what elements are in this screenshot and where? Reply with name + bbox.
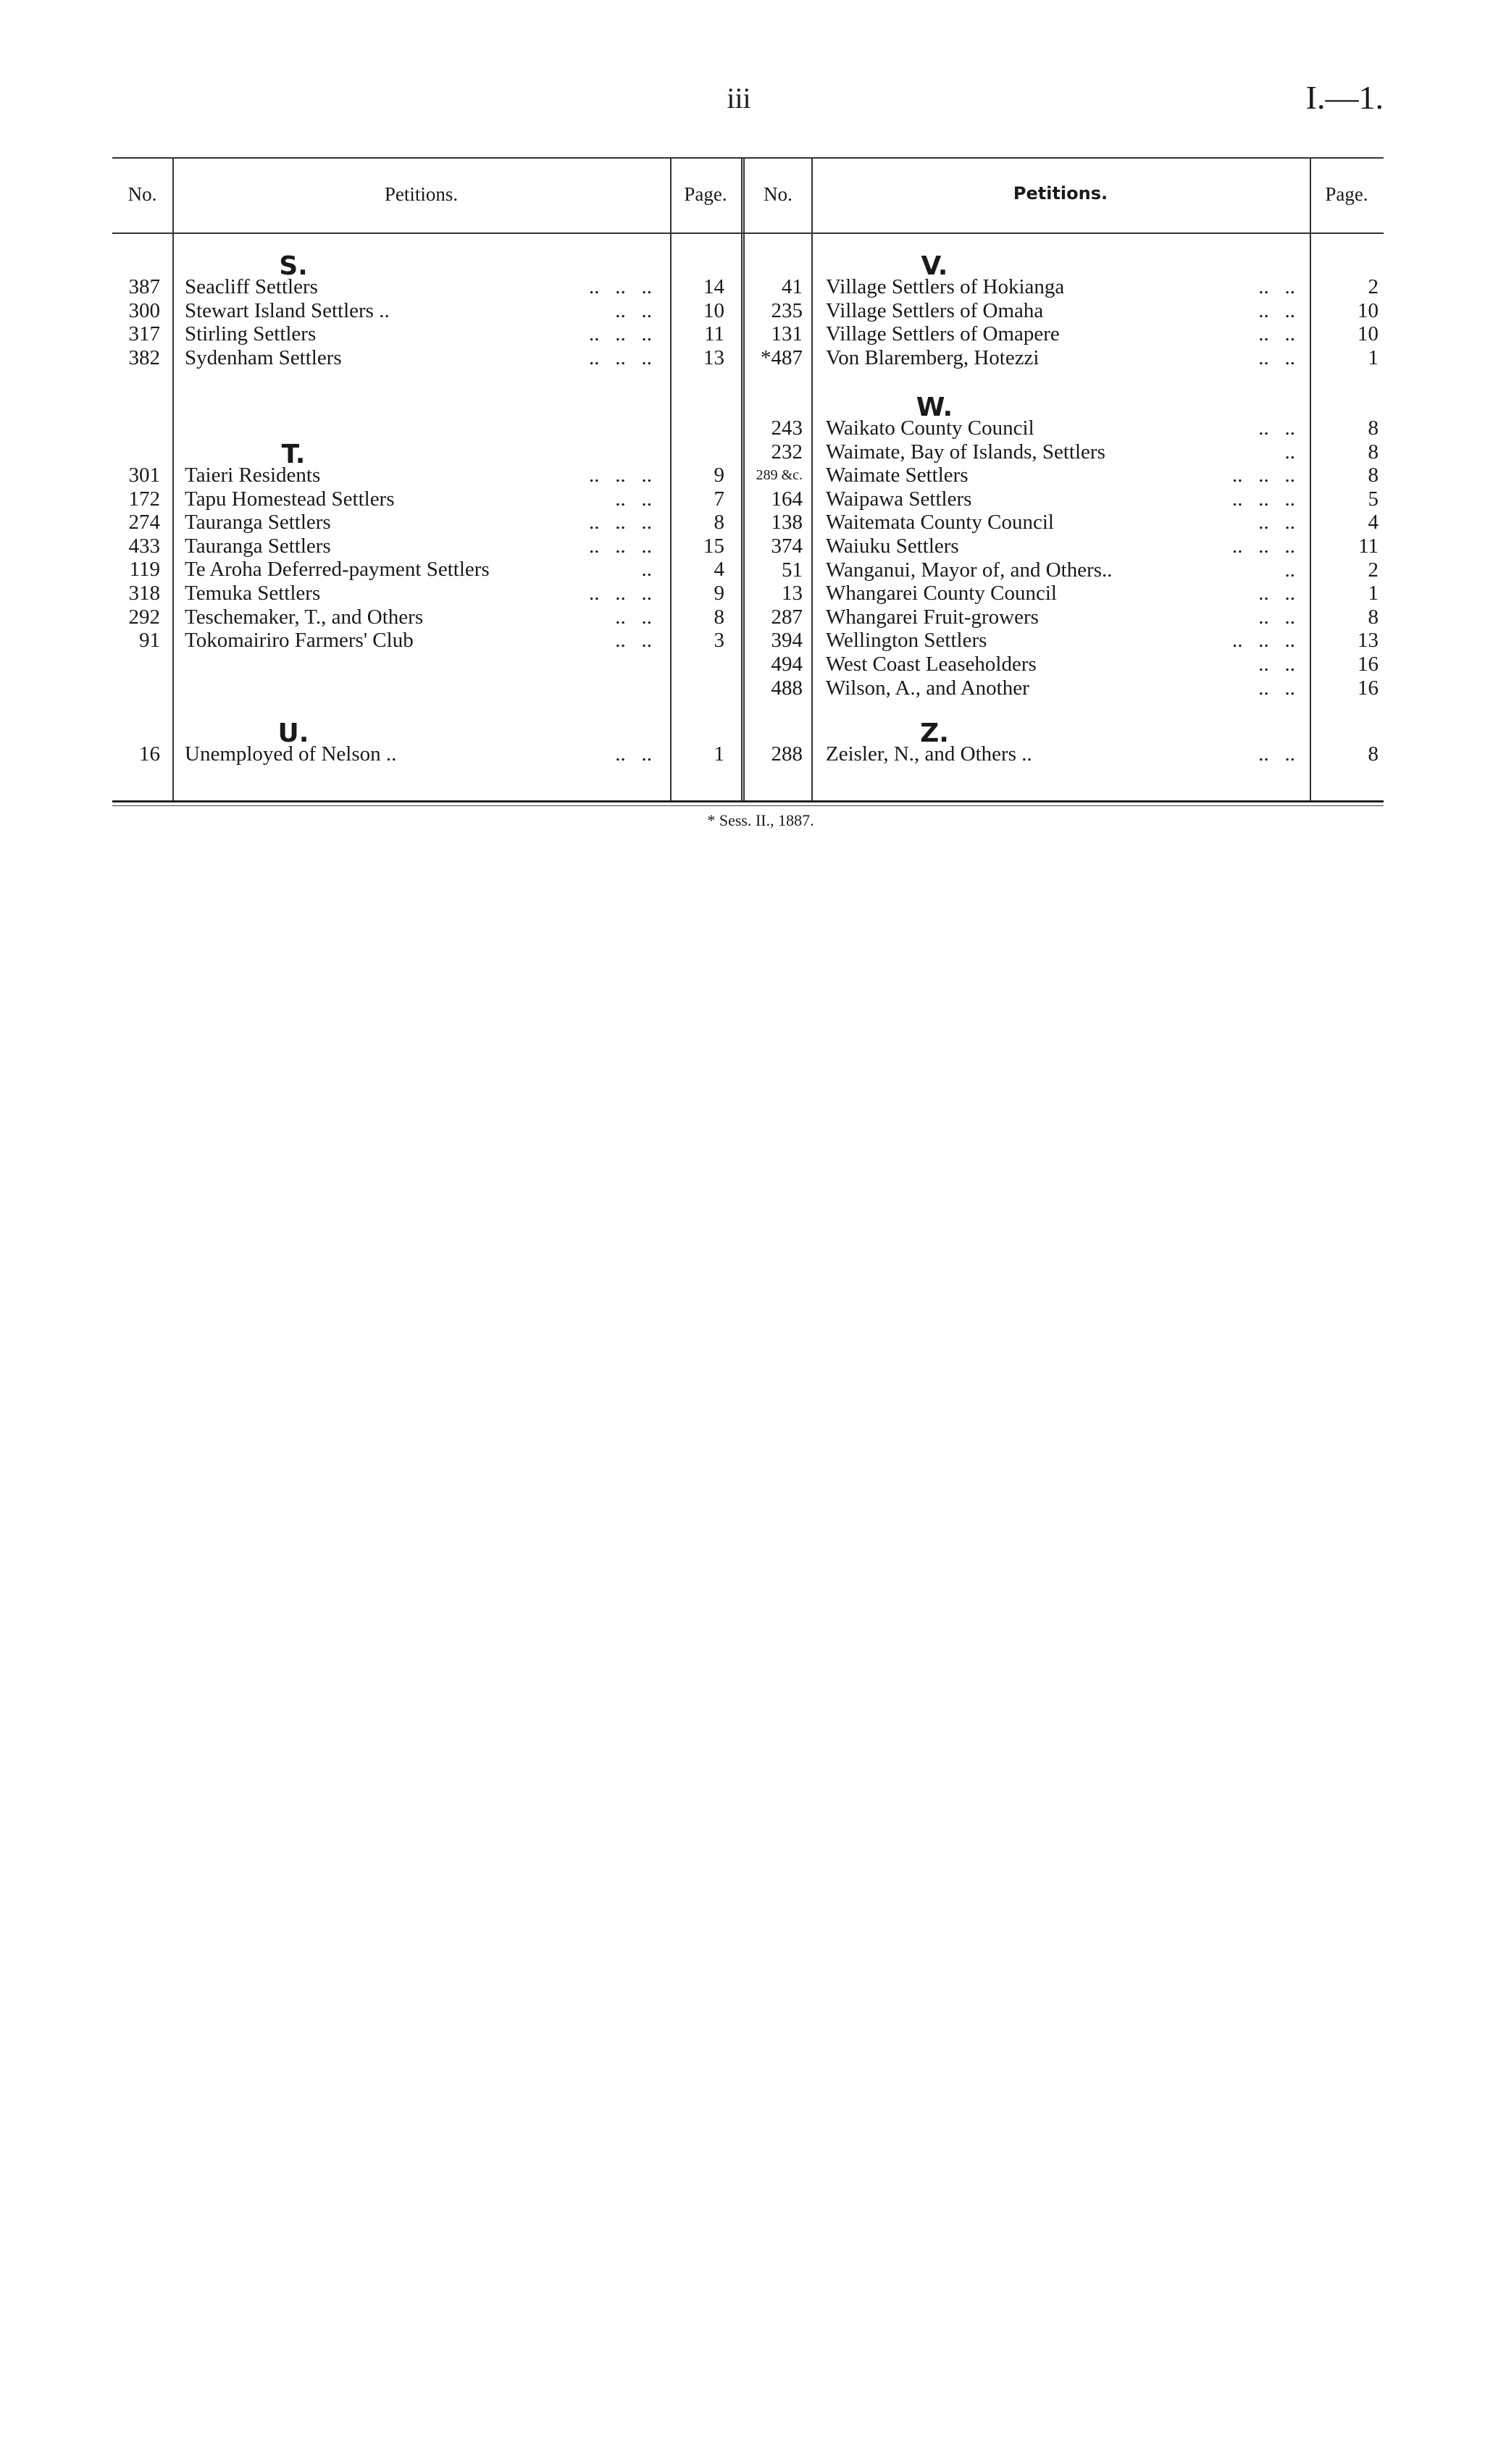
page-number: iii [727, 82, 751, 114]
index-row [745, 535, 1384, 558]
petition-number: 288 [771, 742, 803, 766]
page-reference: 3 [714, 629, 724, 653]
page-reference: 14 [703, 275, 724, 298]
table-bottom-rule [112, 800, 1384, 803]
section-letter: S. [279, 251, 308, 281]
leader-dots: .. .. .. [589, 511, 652, 535]
petitioner-name: Sydenham Settlers [185, 345, 342, 369]
leader-dots: .. .. [1258, 322, 1295, 346]
section-letter: U. [277, 718, 309, 748]
petitioner-name: Temuka Settlers [185, 582, 321, 605]
page-reference: 1 [1368, 582, 1379, 605]
leader-dots: .. .. [615, 298, 652, 322]
page-reference: 13 [703, 345, 724, 369]
section-letter: V. [921, 251, 948, 281]
petitioner-name: Tapu Homestead Settlers [185, 487, 395, 511]
petition-number: 164 [771, 487, 803, 511]
index-row [112, 582, 741, 605]
page-reference: 16 [1358, 653, 1379, 676]
page-reference: 9 [714, 582, 724, 605]
document-reference: I.—1. [1305, 79, 1384, 116]
petition-number: 232 [771, 440, 803, 464]
page-reference: 8 [714, 605, 724, 629]
leader-dots: .. .. [1258, 511, 1295, 535]
petition-number: 387 [128, 275, 160, 298]
page-reference: 16 [1358, 676, 1379, 700]
page-reference: 8 [1368, 742, 1379, 766]
petition-number: 138 [771, 511, 803, 535]
petitioner-name: Tokomairiro Farmers' Club [185, 629, 414, 653]
petition-number: 119 [129, 558, 160, 582]
petition-number: 243 [771, 416, 803, 440]
petition-number: 301 [128, 464, 160, 487]
index-row [745, 464, 1384, 487]
petitioner-name: Waimate Settlers [826, 464, 969, 487]
leader-dots: .. .. .. [1232, 629, 1295, 653]
petitioner-name: Waipawa Settlers [826, 487, 972, 511]
petitioner-name: Waimate, Bay of Islands, Settlers [826, 440, 1105, 464]
index-row [112, 511, 741, 534]
index-row [112, 464, 741, 487]
section-letter: W. [916, 393, 953, 422]
section-letter: Z. [920, 718, 949, 748]
leader-dots: .. .. .. [589, 322, 652, 346]
header-petitions-left: Petitions. [384, 183, 459, 205]
petition-number: 16 [139, 742, 160, 766]
leader-dots: .. .. [1258, 742, 1295, 766]
leader-dots: .. .. [615, 487, 652, 511]
table-bottom-rule-thin [112, 805, 1384, 806]
index-row [112, 742, 741, 766]
index-row [112, 629, 741, 652]
index-row [745, 322, 1384, 345]
petitioner-name: Waitemata County Council [826, 511, 1054, 535]
index-row [745, 605, 1384, 629]
petitioner-name: Von Blaremberg, Hotezzi [826, 345, 1039, 369]
petitioner-name: Tauranga Settlers [185, 511, 331, 535]
leader-dots: .. .. [1258, 582, 1295, 605]
leader-dots: .. .. [1258, 676, 1295, 700]
index-row [745, 440, 1384, 464]
petitioner-name: Seacliff Settlers [185, 275, 318, 298]
index-row [745, 558, 1384, 582]
petitioner-name: Village Settlers of Omapere [826, 322, 1060, 346]
leader-dots: .. .. [1258, 653, 1295, 676]
page-reference: 13 [1358, 629, 1379, 653]
petition-number: 131 [771, 322, 803, 346]
petitioner-name: Unemployed of Nelson .. [185, 742, 397, 766]
header-page-right: Page. [1325, 183, 1368, 205]
index-row [745, 487, 1384, 511]
page-reference: 11 [704, 322, 724, 346]
leader-dots: .. .. [1258, 275, 1295, 298]
index-row [112, 275, 741, 298]
leader-dots: .. [641, 558, 652, 582]
index-row [745, 742, 1384, 766]
petitioner-name: Zeisler, N., and Others .. [826, 742, 1032, 766]
page-reference: 11 [1358, 535, 1379, 558]
leader-dots: .. [1284, 558, 1295, 582]
page-reference: 10 [1358, 322, 1379, 346]
petition-number: 300 [128, 298, 160, 322]
leader-dots: .. .. .. [589, 275, 652, 298]
footnote: * Sess. II., 1887. [707, 811, 814, 829]
petitioner-name: Whangarei County Council [826, 582, 1057, 605]
petitioner-name: Stewart Island Settlers .. [185, 298, 390, 322]
leader-dots: .. .. [1258, 605, 1295, 629]
index-row [745, 629, 1384, 652]
header-no-left: No. [127, 183, 157, 205]
page-reference: 8 [1368, 416, 1379, 440]
index-row [112, 346, 741, 369]
petitioner-name: Waikato County Council [826, 416, 1034, 440]
header-no-right: No. [764, 183, 792, 205]
page-reference: 4 [1368, 511, 1379, 535]
index-row [745, 275, 1384, 298]
petition-number: 13 [782, 582, 803, 605]
petitioner-name: Village Settlers of Omaha [826, 298, 1044, 322]
petition-number: 433 [128, 534, 160, 558]
petitioner-name: Waiuku Settlers [826, 535, 959, 558]
index-row [112, 605, 741, 629]
index-row [112, 487, 741, 511]
right-half [745, 157, 1384, 800]
page-reference: 8 [1368, 464, 1379, 487]
petition-number: 494 [771, 653, 803, 676]
page-reference: 8 [714, 511, 724, 535]
petition-number: 382 [128, 345, 160, 369]
index-row [745, 416, 1384, 440]
petition-number: 91 [139, 629, 160, 653]
leader-dots: .. .. .. [1232, 487, 1295, 511]
petition-number: 235 [771, 298, 803, 322]
leader-dots: .. [1284, 440, 1295, 464]
index-row [112, 322, 741, 345]
leader-dots: .. .. .. [589, 534, 652, 558]
petitioner-name: Stirling Settlers [185, 322, 317, 346]
index-row [112, 299, 741, 322]
petition-number: 292 [128, 605, 160, 629]
leader-dots: .. .. [615, 742, 652, 766]
petitioner-name: West Coast Leaseholders [826, 653, 1037, 676]
page-reference: 15 [703, 534, 724, 558]
index-row [745, 299, 1384, 322]
index-row [112, 558, 741, 581]
leader-dots: .. .. .. [1232, 464, 1295, 487]
page-reference: 10 [703, 298, 724, 322]
header-petitions-right: Petitions. [1013, 183, 1108, 204]
page-reference: 8 [1368, 605, 1379, 629]
leader-dots: .. .. .. [589, 582, 652, 605]
petitioner-name: Teschemaker, T., and Others [185, 605, 424, 629]
petition-number: 374 [771, 535, 803, 558]
index-row [112, 535, 741, 558]
leader-dots: .. .. [615, 629, 652, 653]
petition-number: 172 [128, 487, 160, 511]
index-row [745, 582, 1384, 605]
petition-number: 274 [128, 511, 160, 535]
left-half [112, 157, 741, 800]
index-row [745, 676, 1384, 700]
section-letter: T. [281, 440, 306, 469]
page-reference: 4 [714, 558, 724, 582]
petition-number: 317 [128, 322, 160, 346]
petition-number: 318 [128, 582, 160, 605]
page-reference: 8 [1368, 440, 1379, 464]
index-row [745, 511, 1384, 534]
petitioner-name: Wilson, A., and Another [826, 676, 1029, 700]
petitioner-name: Te Aroha Deferred-payment Settlers [185, 558, 490, 582]
petitioner-name: Whangarei Fruit-growers [826, 605, 1039, 629]
petition-number: 394 [771, 629, 803, 653]
petition-number: 41 [782, 275, 803, 298]
petitioner-name: Taieri Residents [185, 464, 321, 487]
leader-dots: .. .. [615, 605, 652, 629]
header-page-left: Page. [684, 183, 727, 205]
page-reference: 7 [714, 487, 724, 511]
petition-number: 287 [771, 605, 803, 629]
index-row [745, 346, 1384, 369]
page-reference: 2 [1368, 558, 1379, 582]
leader-dots: .. .. .. [589, 345, 652, 369]
page-reference: 2 [1368, 275, 1379, 298]
page-reference: 1 [1368, 345, 1379, 369]
page-reference: 9 [714, 464, 724, 487]
leader-dots: .. .. .. [589, 464, 652, 487]
page-reference: 5 [1368, 487, 1379, 511]
petition-number: 488 [771, 676, 803, 700]
petition-number: *487 [761, 345, 803, 369]
petition-number: 51 [782, 558, 803, 582]
leader-dots: .. .. [1258, 416, 1295, 440]
leader-dots: .. .. [1258, 298, 1295, 322]
petitioner-name: Village Settlers of Hokianga [826, 275, 1065, 298]
petitioner-name: Tauranga Settlers [185, 534, 331, 558]
page-reference: 10 [1358, 298, 1379, 322]
petitioner-name: Wellington Settlers [826, 629, 987, 653]
leader-dots: .. .. [1258, 345, 1295, 369]
petition-number: 289 &c. [756, 467, 803, 484]
petitioner-name: Wanganui, Mayor of, and Others.. [826, 558, 1113, 582]
page-reference: 1 [714, 742, 724, 766]
index-row [745, 653, 1384, 676]
leader-dots: .. .. .. [1232, 535, 1295, 558]
